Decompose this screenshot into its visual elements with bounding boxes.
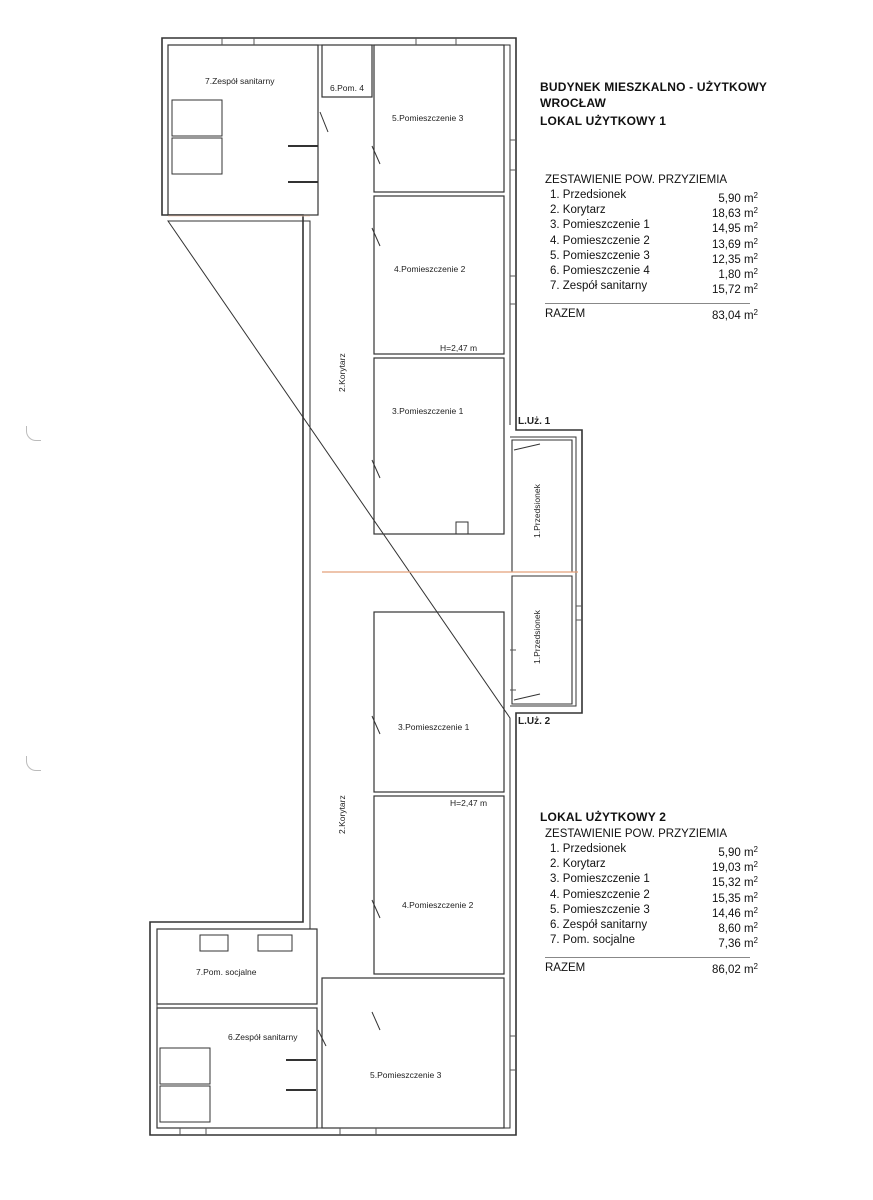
- area-table-unit-2: [545, 828, 775, 976]
- table-row: [545, 842, 775, 857]
- room-u1-pom1: [374, 358, 504, 534]
- header-line-1: BUDYNEK MIESZKALNO - UŻYTKOWY: [540, 80, 768, 94]
- total-label: RAZEM: [545, 308, 586, 321]
- row-value: 18,63 $m^2$: [711, 206, 758, 221]
- table-title: ZESTAWIENIE POW. PRZYZIEMIA: [545, 174, 728, 186]
- room-u2-pom2: [374, 796, 504, 974]
- label-u2-pom1: 3.Pomieszczenie 1: [398, 722, 470, 732]
- row-name: 4. Pomieszczenie 2: [550, 888, 650, 901]
- label-u2-sanitary: 6.Zespół sanitarny: [228, 1032, 298, 1042]
- table-row: [545, 872, 775, 890]
- row-value: 13,69 $m^2$: [711, 236, 758, 251]
- label-u2-pom2: 4.Pomieszczenie 2: [402, 900, 474, 910]
- row-name: 7. Pom. socjalne: [550, 934, 636, 947]
- row-value: 19,03 $m^2$: [711, 860, 758, 875]
- room-u2-sanitary: [157, 1008, 317, 1128]
- building-inner-outline: [157, 45, 576, 1128]
- label-u2-entry: L.Uż. 2: [518, 716, 551, 727]
- label-u1-entry: L.Uż. 1: [518, 416, 551, 427]
- label-u1-height: H=2,47 m: [440, 343, 478, 353]
- total-value: 86,02 $m^2$: [711, 962, 758, 977]
- table-divider: [545, 957, 750, 958]
- row-value: 15,32 $m^2$: [711, 875, 758, 890]
- row-name: 5. Pomieszczenie 3: [550, 903, 650, 916]
- row-name: 5. Pomieszczenie 3: [550, 249, 650, 262]
- row-value: 15,35 $m^2$: [711, 890, 758, 905]
- row-name: 3. Pomieszczenie 1: [550, 873, 650, 886]
- row-name: 4. Pomieszczenie 2: [550, 234, 650, 247]
- row-value: 14,46 $m^2$: [711, 905, 758, 920]
- row-name: 3. Pomieszczenie 1: [550, 219, 650, 232]
- table-row: [545, 188, 775, 203]
- room-u1-pom2: [374, 196, 504, 354]
- row-value: 14,95 $m^2$: [711, 221, 758, 236]
- area-table-unit-1: [545, 174, 775, 322]
- table-row: [545, 903, 775, 918]
- room-u2-pom1: [374, 612, 504, 792]
- table-row: [545, 234, 775, 249]
- row-value: 5,90 $m^2$: [718, 845, 758, 859]
- room-u2-vestibule: [512, 576, 572, 704]
- table-title: ZESTAWIENIE POW. PRZYZIEMIA: [545, 828, 728, 840]
- table-row: [545, 933, 775, 951]
- label-u1-sanitary: 7.Zespół sanitarny: [205, 76, 275, 86]
- label-u1-corridor: 2.Korytarz: [337, 353, 347, 392]
- table-row: [545, 249, 775, 264]
- row-value: 15,72 $m^2$: [711, 282, 758, 297]
- label-u2-social: 7.Pom. socjalne: [196, 967, 257, 977]
- row-name: 1. Przedsionek: [550, 843, 627, 855]
- unit-2-title: LOKAL UŻYTKOWY 2: [540, 810, 667, 824]
- row-name: 7. Zespół sanitarny: [550, 280, 648, 293]
- label-u1-pom2: 4.Pomieszczenie 2: [394, 264, 466, 274]
- row-value: 7,36 $m^2$: [718, 936, 758, 951]
- table-row: [545, 888, 775, 903]
- total-label: RAZEM: [545, 962, 586, 975]
- header-line-3: LOKAL UŻYTKOWY 1: [540, 114, 667, 128]
- row-value: 12,35 $m^2$: [711, 251, 758, 266]
- header-line-2: WROCŁAW: [540, 96, 607, 110]
- room-u1-sanitary: [168, 45, 318, 215]
- row-name: 2. Korytarz: [550, 204, 606, 217]
- label-u1-vestibule: 1.Przedsionek: [532, 484, 542, 538]
- table-divider: [545, 303, 750, 304]
- label-u1-pom3: 5.Pomieszczenie 3: [392, 113, 464, 123]
- row-name: 6. Zespół sanitarny: [550, 918, 648, 931]
- row-value: 1,80 $m^2$: [718, 266, 758, 281]
- table-row: [545, 857, 775, 875]
- table-total: [545, 308, 775, 322]
- label-u1-pom4: 6.Pom. 4: [330, 83, 365, 93]
- room-u2-pom3: [322, 978, 504, 1128]
- label-u2-height: H=2,47 m: [450, 798, 488, 808]
- label-u2-pom3: 5.Pomieszczenie 3: [370, 1070, 442, 1080]
- label-u2-vestibule: 1.Przedsionek: [532, 610, 542, 664]
- row-value: 8,60 $m^2$: [718, 920, 758, 935]
- table-total: [545, 962, 775, 976]
- table-row: [545, 203, 775, 221]
- room-u1-vestibule: [512, 440, 572, 572]
- total-value: 83,04 $m^2$: [711, 308, 758, 323]
- table-row: [545, 279, 775, 297]
- table-row: [545, 918, 775, 933]
- row-name: 1. Przedsionek: [550, 189, 627, 201]
- table-row: [545, 218, 775, 236]
- table-row: [545, 264, 775, 279]
- label-u2-corridor: 2.Korytarz: [337, 795, 347, 834]
- row-name: 6. Pomieszczenie 4: [550, 264, 650, 277]
- row-value: 5,90 $m^2$: [718, 191, 758, 205]
- row-name: 2. Korytarz: [550, 858, 606, 871]
- label-u1-pom1: 3.Pomieszczenie 1: [392, 406, 464, 416]
